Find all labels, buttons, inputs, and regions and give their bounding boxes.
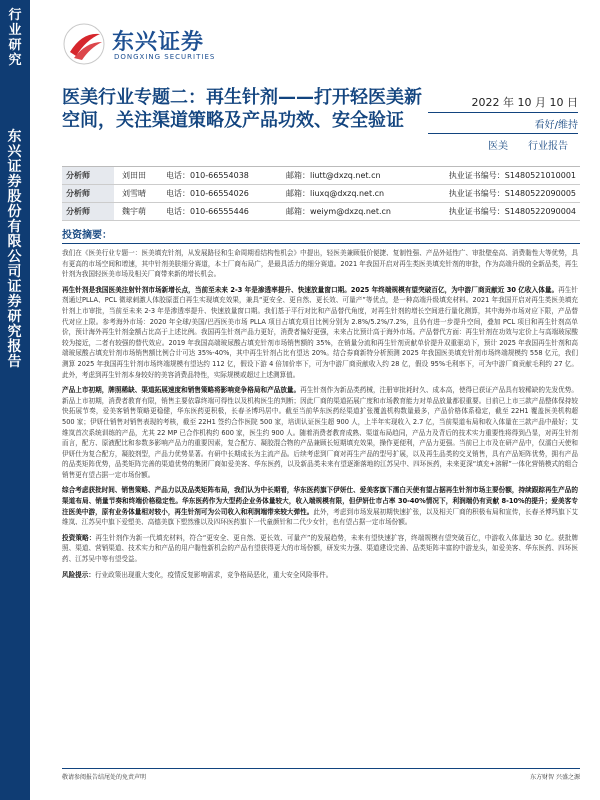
analyst-email[interactable]: 邮箱：weiym@dxzq.net.cn bbox=[286, 207, 391, 216]
logo-mark-icon bbox=[62, 22, 106, 66]
analyst-table bbox=[62, 166, 580, 221]
tag-industry: 医美 bbox=[488, 141, 508, 152]
analyst-name: 刘雪晴 bbox=[122, 189, 146, 198]
paragraph-lead: 风险提示： bbox=[62, 570, 95, 579]
analyst-role: 分析师 bbox=[62, 185, 114, 202]
sidebar-company-label: 东 兴 证 券 股 份 有 限 公 司 证 券 研 究 报 告 bbox=[7, 129, 23, 370]
paragraph bbox=[62, 385, 578, 480]
analyst-cert: 执业证书编号：S1480522090005 bbox=[448, 189, 576, 198]
section-heading: 投资摘要： bbox=[62, 226, 580, 244]
left-sidebar bbox=[0, 0, 30, 800]
tag-type: 行业报告 bbox=[528, 141, 568, 152]
paragraph bbox=[62, 485, 578, 527]
paragraph-text: 再生针剂作为新品类药械，注册审批耗时久、成本高，使得已获证产品具有较稀缺的先发优势。新品上市初期，消费者教育有限，销售主要依靠终端可得性以及机构医生的判断；因此厂商的渠道拓展广度和市场教育能力对单品放量都很重要。目前已上市三款产品整体保持较快拓展节奏，爱美客销售策略更稳健，华东医药更积极，长春圣博玛居中。截至当前华东医药经渠道扩张覆盖机构数量最多，产品价格体系稳定，截至 22H1 覆盖医美机构超 500 家；伊妍仕销售对销售表现的考核，截至 22H1 签约合作医院 500 家，培训认证医生超 900 人，上半年实现收入 2.7 亿，当前渠道布局和收入体量在三款产品中最好；艾维岚首次系统训练的产品，尤其 22 MP 已合作机构约 600 家，医生约 900 人。随着消费者教育成熟、渠道布局趋同，产品力及背后的技术实力重要性将得到凸显，对再生针剂而言，配方、原液配比和参数多影响产品力的重要因素，复合配方、凝胶混合物的产品兼顾长短期填充效果，操作更便利，产品力更强。当前已上市及在研产品中，仅濡白天使和伊妍仕为复合配方，凝胶剂型，产品力优势显著。有研中长期成长为主流产品。后续考虑到厂商对再生产品的型号扩展，以及再生品类的交叉销售，具有产品矩阵优势，拥有产品的品类矩阵优势，品类矩阵完善的渠道优势的集团厂商如爱美客、华东医药，以及新品类未来有望逐渐落地的江苏吴中、四环医药，未来更深“填充+溶解”一体化营销模式的组合销售更有望占据一定市场份额。 bbox=[62, 386, 579, 479]
logo-english: DONGXING SECURITIES bbox=[114, 53, 216, 61]
analyst-phone: 电话：010-66555446 bbox=[166, 207, 249, 216]
paragraph-text: 行业政策出现重大变化，疫情反复影响需求，竞争格局恶化，重大安全风险事件。 bbox=[94, 570, 333, 579]
paragraph-text: 再生针剂作为新一代填充材料，符合“更安全、更自然、更长效、可量产”的发展趋势，未来有望快速扩容，终端规模有望突破百亿，中游收入体量达 30 亿。获批牌照、渠道、营销渠道、技术实力和产品的用户黏性新机会的产品有望获得更大的市场份额，研发实力强、渠道建设完善、品类矩阵丰富的中游龙头，如爱美客、华东医药、四环医药、江苏吴中等有望受益。 bbox=[62, 533, 578, 564]
analyst-row bbox=[62, 167, 580, 185]
analyst-phone: 电话：010-66554026 bbox=[166, 189, 249, 198]
report-tags bbox=[428, 137, 578, 152]
report-meta bbox=[428, 94, 578, 152]
analyst-email[interactable]: 邮箱：liutt@dxzq.net.cn bbox=[286, 171, 381, 180]
logo-name: 东兴证券 bbox=[112, 30, 205, 55]
footer-slogan: 东方财智 兴盛之源 bbox=[530, 774, 580, 781]
paragraph bbox=[62, 570, 578, 581]
paragraph-lead: 产品上市初期，牌照稀缺、渠道拓展速度和销售策略将影响竞争格局和产品放量。 bbox=[62, 386, 301, 395]
paragraph-text: 我们在《医美行业专题一：医美填充针剂，从发展路径和生命周期看结构性机会》中提出，轻医美兼顾低价便捷、复制性强、产品外延性广、审批壁垒高、消费黏性大等优势，具有更高的市场空间和增速，其中针剂美肤细分赛道，本土厂商布局广，是最具活力的细分赛道。2021 年我国开启对再生类医美填充针剂的审批，作为高端升级的全新品类，再生针剂为我国轻医美市场及相关厂商带来新的增长机会。 bbox=[62, 249, 578, 279]
analyst-name: 刘田田 bbox=[122, 171, 146, 180]
sidebar-top-label: 行 业 研 究 bbox=[8, 8, 22, 68]
analyst-email[interactable]: 邮箱：liuxq@dxzq.net.cn bbox=[286, 189, 385, 198]
paragraph-text: 此外，考虑到市场发展初期快速扩张，以及相关厂商的积极布局和宣传，长春圣博玛旗下艾维岚、江苏吴中旗下爱塑美、高德美旗下塑然雅以及四环医药旗下一代童颜针和二代少女针，也有望占据一定市场份额。 bbox=[62, 507, 579, 527]
report-rating: 看好/维持 bbox=[428, 116, 578, 134]
paragraph bbox=[62, 533, 578, 565]
paragraph-lead: 再生针剂是我国医美注射针剂市场新增长点，当前至未来 2-3 年是渗透率提升、快速放量窗口期。2025 年终端规模有望突破百亿，为中游厂商贡献近 30 亿收入体量。 bbox=[62, 285, 559, 294]
paragraph bbox=[62, 248, 578, 280]
report-title: 医美行业专题二：再生针剂——打开轻医美新空间，关注渠道策略及产品功效、安全验证 bbox=[62, 87, 422, 131]
analyst-phone: 电话：010-66554038 bbox=[166, 171, 249, 180]
summary-body bbox=[62, 248, 578, 585]
analyst-cert: 执业证书编号：S1480521010001 bbox=[448, 171, 576, 180]
analyst-cert: 执业证书编号：S1480522090004 bbox=[448, 207, 576, 216]
company-logo bbox=[62, 20, 242, 70]
footer-disclaimer[interactable]: 敬请参阅报告结尾处的免责声明 bbox=[62, 774, 147, 781]
page-footer bbox=[62, 768, 580, 781]
analyst-row bbox=[62, 203, 580, 221]
paragraph-lead: 投资策略： bbox=[62, 533, 96, 542]
analyst-role: 分析师 bbox=[62, 167, 114, 184]
analyst-name: 魏宇萌 bbox=[122, 207, 146, 216]
analyst-row bbox=[62, 185, 580, 203]
paragraph bbox=[62, 285, 578, 380]
paragraph-lead: 综合考虑获批时间、销售策略、产品力以及品类矩阵布局，我们认为中长期看，华东医药旗下伊妍仕、爱美客旗下濡白天使有望占据再生针剂市场主要份额，持续跟踪再生产品的渠道布局、销量节奏和终端价格稳定性。华东医药作为大型药企业务体量较大，收入端规模有限，但伊妍仕市占率 30-40%情况下，利润端仍有贡献 8-10%的提升；爱美客专注医美中游，原有业务体量相对较小，再生针剂可为公司收入和利润端带来较大弹性。 bbox=[62, 486, 578, 516]
report-date: 2022 年 10 月 10 日 bbox=[428, 94, 578, 113]
analyst-role: 分析师 bbox=[62, 203, 114, 220]
paragraph-text: 再生针剂通过PLLA、PCL 微球刺激人体胶原蛋白再生实现填充效果，兼具“更安全、更自然、更长效、可量产”等优点，是一种高端升级填充材料。2021 年我国开启对再生类医美填充针剂上市审批，当前至未来 2-3 年是渗透率提升、快速放量窗口期。我们基于平行对比和产品替代角度，对再生针剂的增长空间进行量化测算，其中海外市场对应下限，产品替代对应上限。参考海外市场：2020 年全球/美国/巴西医美市场 PLLA 项目占填充项目比例分别为 2.8%/5.2%/7.2%，且仍有进一步提升空间，叠加 PCL 项目和再生针剂高单价，预计海外再生针剂金额占比高于上述比例。我国再生针剂产品力更好，消费者偏好更强，未来占比预计高于海外市场。产品替代方面：再生针剂在功效与定价上与高端玻尿酸较为接近，二者有较强的替代效应。2019 年我国高端玻尿酸占填充针剂市场销售额的 35%，在销量分流和再生针剂贡献单价提升双重驱动下，预计 2025 年我国再生针剂和高端玻尿酸占填充针剂市场销售额比例合计可达 35%-40%，其中再生针剂占比有望达 20%。结合券商新特分析预测 2025 年我国医美填充针剂市场终端规模约 558 亿元，我们测算 2025 年我国再生针剂市场终端规模有望达约 112 亿，假设下游 4 倍加价率下，可为中游厂商贡献收入约 28 亿，假设 95%毛利率下，可为中游厂商贡献毛利约 27 亿。此外，考虑到再生针剂本身较好的美容消费品特性，实际规模或超过上述测算值。 bbox=[62, 285, 579, 379]
